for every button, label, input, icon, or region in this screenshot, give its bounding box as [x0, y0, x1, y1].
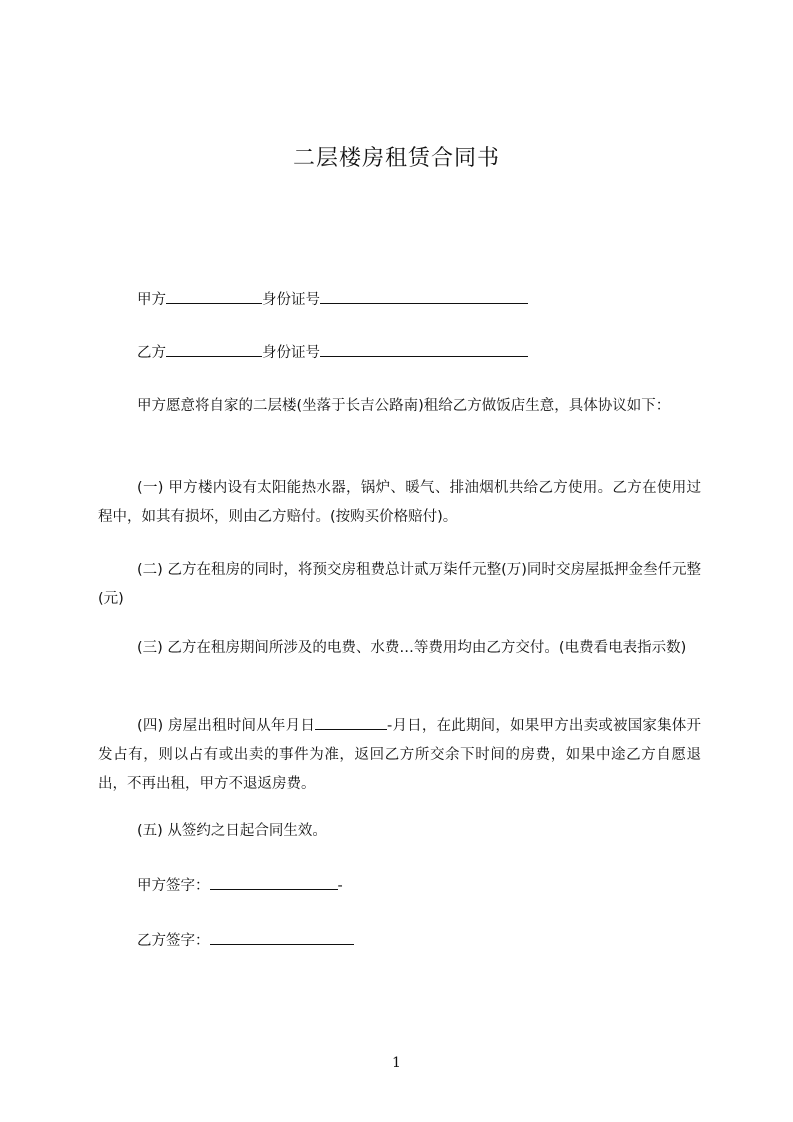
party-b-signature-line [98, 927, 740, 956]
party-a-name-blank[interactable] [166, 286, 262, 304]
clause-5: (五) 从签约之日起合同生效。 [137, 823, 327, 839]
clause-2: (二) 乙方在租房的同时，将预交房租费总计贰万柒仟元整(万)同时交房屋抵押金叁仟元整(元) [98, 562, 701, 607]
intro-paragraph: 甲方愿意将自家的二层楼(坐落于长吉公路南)租给乙方做饭店生意，具体协议如下： [137, 398, 671, 414]
party-b-label: 乙方 [137, 345, 166, 361]
document-title: 二层楼房租赁合同书 [292, 146, 500, 171]
party-a-signature-label: 甲方签字： [137, 878, 210, 894]
clause-4 [98, 712, 701, 799]
clause-4-rest: -月日，在此期间，如果甲方出卖或被国家集体开发占有，则以占有或出卖的事件为准，返回乙方所交余下时间的房费，如果中途乙方自愿退出，不再出租，甲方不退返房费。 [98, 718, 701, 792]
party-b-line [98, 339, 740, 368]
clause-4-start: (四) 房屋出租时间从年月日 [137, 718, 316, 734]
party-b-id-label: 身份证号 [262, 345, 320, 361]
party-b-signature-blank[interactable] [210, 927, 354, 945]
page-number: 1 [392, 1055, 401, 1071]
party-b-signature-label: 乙方签字： [137, 933, 210, 949]
party-a-id-label: 身份证号 [262, 292, 320, 308]
rental-period-blank[interactable] [315, 712, 387, 730]
party-a-id-blank[interactable] [320, 286, 528, 304]
party-a-signature-blank[interactable] [210, 872, 338, 890]
party-a-signature-suffix: - [337, 878, 343, 894]
party-b-id-blank[interactable] [320, 339, 528, 357]
party-a-label: 甲方 [137, 292, 166, 308]
party-a-line [98, 286, 740, 315]
party-a-signature-line [98, 872, 740, 901]
party-b-name-blank[interactable] [166, 339, 262, 357]
clause-3: (三) 乙方在租房期间所涉及的电费、水费…等费用均由乙方交付。(电费看电表指示数) [137, 640, 687, 656]
clause-1: (一) 甲方楼内设有太阳能热水器，锅炉、暖气、排油烟机共给乙方使用。乙方在使用过程中，如其有损坏，则由乙方赔付。(按购买价格赔付)。 [98, 480, 701, 525]
